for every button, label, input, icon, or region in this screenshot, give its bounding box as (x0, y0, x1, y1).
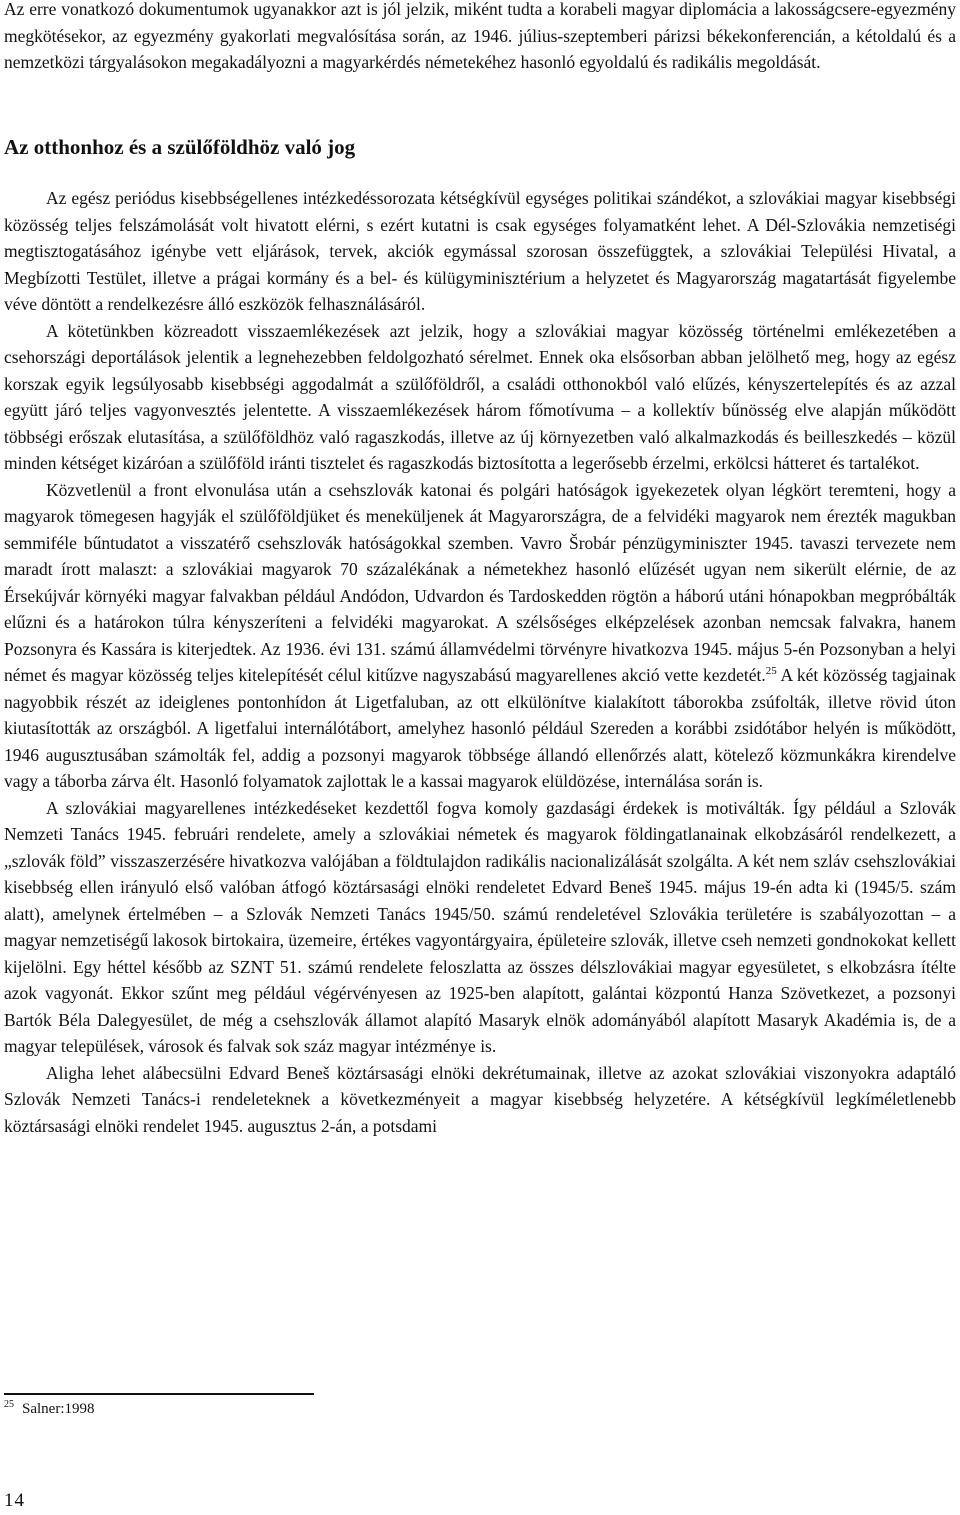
paragraph-3 (4, 477, 956, 795)
paragraph-3-continuation: A két közösség tagjainak nagyobbik részét az ideiglenes pontonhídon át Ligetfaluban, az ott elkülönítve kialakított táborokba zsúfolták, illetve rövid úton kiutasították az országból. A ligetfalui internálótábort, amelyhez hasonló például Szereden a korábbi zsidótábor helyén is működött, 1946 augusztusában számolták fel, addig a pozsonyi magyarok többsége állandó ellenőrzés alatt, kötelező közmunkákra kirendelve vagy a táborba zárva élt. Hasonló folyamatok zajlottak le a kassai magyarok elüldözése, internálása során is. (4, 665, 956, 791)
page-number: 14 (4, 1490, 25, 1511)
footnote-number: 25 (4, 1399, 14, 1410)
footnote-divider (4, 1393, 314, 1395)
footnote (4, 1398, 95, 1420)
section-body (4, 185, 956, 1139)
section-heading: Az otthonhoz és a szülőföldhöz való jog (4, 135, 356, 159)
intro-block (4, 0, 956, 76)
paragraph-3-text: Közvetlenül a front elvonulása után a csehszlovák katonai és polgári hatóságok igyekezetek olyan légkört teremteni, hogy a magyarok tömegesen hagyják el szülőföldjüket és meneküljenek át Magyarországra, de a felvidéki magyarok nem érezték magukban semmiféle bűntudatot a visszatérő csehszlovák hatóságokkal szemben. Vavro Šrobár pénzügyminiszter 1945. tavaszi tervezete nem maradt írott malaszt: a szlovákiai magyarok 70 százalékának a németekhez hasonló elűzését ugyan nem sikerült elérnie, de az Érsekújvár környéki magyar falvakban például Andódon, Udvardon és Tardoskedden rögtön a háború utáni hónapokban megpróbálták elűzni és a határokon túlra kényszeríteni a felvidéki magyarokat. A szélsőséges elképzelések azonban nemcsak falvakra, hanem Pozsonyra és Kassára is kiterjedtek. Az 1936. évi 131. számú államvédelmi törvényre hivatkozva 1945. május 5-én Pozsonyban a helyi német és magyar közösség teljes kitelepítését célul kitűzve nagyszabású magyarellenes akció vette kezdetét. (4, 479, 956, 685)
footnote-text: Salner:1998 (22, 1401, 95, 1417)
paragraph-4: A szlovákiai magyarellenes intézkedéseket kezdettől fogva komoly gazdasági érdekek is motiválták. Így például a Szlovák Nemzeti Tanács 1945. februári rendelete, amely a szlovákiai németek és magyarok földingatlanainak elkobzásáról rendelkezett, a „szlovák föld” visszaszerzésére hivatkozva valójában a földtulajdon radikális nacionalizálását szolgálta. A két nem szláv csehszlovákiai kisebbség ellen irányuló első valóban átfogó köztársasági elnöki rendeletet Edvard Beneš 1945. május 19-én adta ki (1945/5. szám alatt), amelynek értelmében – a Szlovák Nemzeti Tanács 1945/50. számú rendeletével Szlovákia területére is szabályozottan – a magyar nemzetiségű lakosok birtokaira, üzemeire, értékes vagyontárgyaira, épületeire szlovák, illetve cseh nemzeti gondnokokat kellett kijelölni. Egy héttel később az SZNT 51. számú rendelete feloszlatta az összes délszlovákiai magyar egyesületet, s elkobzásra ítélte azok vagyonát. Ekkor szűnt meg például végérvényesen az 1925-ben alapított, galántai központú Hanza Szövetkezet, a pozsonyi Bartók Béla Dalegyesület, de még a csehszlovák államot alapító Masaryk elnök adományából alapított Masaryk Akadémia is, de a magyar települések, városok és falvak sok száz magyar intézménye is. (4, 797, 956, 1056)
paragraph-5: Aligha lehet alábecsülni Edvard Beneš köztársasági elnöki dekrétumainak, illetve az azokat szlovákiai viszonyokra adaptáló Szlovák Nemzeti Tanács-i rendeleteknek a következményeit a magyar kisebbség helyzetére. A kétségkívül legkíméletlenebb köztársasági elnöki rendelet 1945. augusztus 2-án, a potsdami (4, 1062, 956, 1136)
paragraph-1: Az egész periódus kisebbségellenes intézkedéssorozata kétségkívül egységes politikai szándékot, a szlovákiai magyar kisebbségi közösség teljes felszámolását volt hivatott elérni, s ezért kutatni is csak egységes folyamatként lehet. A Dél-Szlovákia nemzetiségi megtisztogatásához igénybe vett eljárások, tervek, akciók egymással szorosan összefüggtek, a szlovákiai Települési Hivatal, a Megbízotti Testület, illetve a prágai kormány és a bel- és külügyminisztérium a helyzetet és Magyarország magatartását figyelembe véve döntött a rendelkezésre álló eszközök felhasználásáról. (4, 188, 956, 314)
footnote-reference[interactable]: 25 (765, 665, 777, 678)
paragraph-2: A kötetünkben közreadott visszaemlékezések azt jelzik, hogy a szlovákiai magyar közösség történelmi emlékezetében a csehországi deportálások jelentik a legnehezebben feldolgozható sérelmet. Ennek oka elsősorban abban jelölhető meg, hogy az egész korszak egyik legsúlyosabb kisebbségi aggodalmát a szülőföldről, a családi otthonokból való elűzés, kényszertelepítés és az azzal együtt járó teljes vagyonvesztés jelentette. A visszaemlékezések három főmotívuma – a kollektív bűnösség elve alapján működött többségi erőszak elutasítása, a szülőföldhöz való ragaszkodás, illetve az új környezetben való alkalmazkodás és beilleszkedés – közül minden kétséget kizáróan a szülőföld iránti tisztelet és ragaszkodás biztosította a legerősebb érzelmi, erkölcsi hátteret és tartalékot. (4, 320, 956, 473)
intro-paragraph: Az erre vonatkozó dokumentumok ugyanakkor azt is jól jelzik, miként tudta a korabeli magyar diplomácia a lakosságcsere-egyezmény megkötésekor, az egyezmény gyakorlati megvalósítása során, az 1946. július-szeptemberi párizsi békekonferencián, a kétoldalú és a nemzetközi tárgyalásokon megakadályozni a magyarkérdés németekéhez hasonló egyoldalú és radikális megoldását. (4, 0, 956, 72)
